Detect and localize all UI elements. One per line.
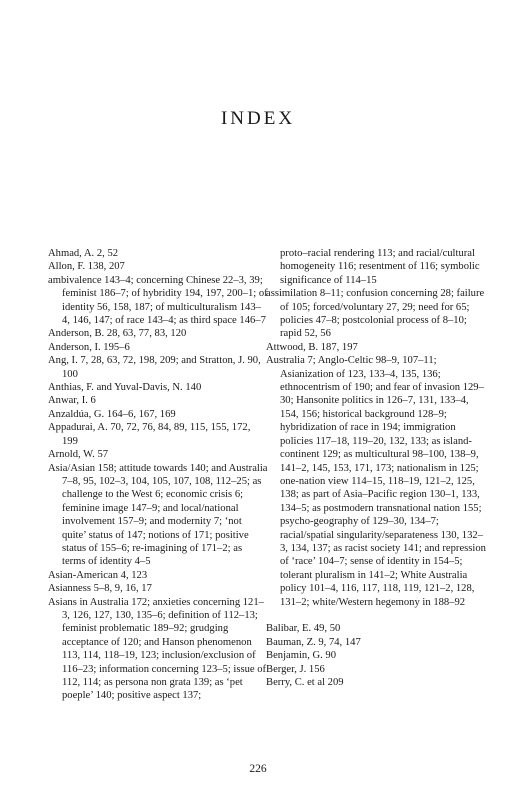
index-column-left bbox=[48, 247, 268, 703]
index-entry: Asia/Asian 158; attitude towards 140; and Australia 7–8, 95, 102–3, 104, 105, 107, 108, 112–25; as challenge to the West 6; economic crisis 6; feminine image 147–9; and local/national involvement 157–9; and modernity 7; ‘not quite’ status of 147; notions of 171; positive status of 155–6; re-imagining of 171–2; as terms of identity 4–5 bbox=[48, 462, 268, 568]
page-number: 226 bbox=[249, 763, 267, 775]
index-entry: Anwar, I. 6 bbox=[48, 395, 96, 407]
index-entry: Anthias, F. and Yuval-Davis, N. 140 bbox=[48, 382, 202, 394]
index-entry: Anderson, B. 28, 63, 77, 83, 120 bbox=[48, 328, 187, 340]
index-entry: Asianness 5–8, 9, 16, 17 bbox=[48, 583, 152, 595]
index-entry-continuation: proto–racial rendering 113; and racial/cultural homogeneity 116; resentment of 116; symbolic significance of 114–15 bbox=[280, 248, 480, 286]
index-entry: Anderson, I. 195–6 bbox=[48, 341, 130, 353]
index-entry: Arnold, W. 57 bbox=[48, 449, 109, 461]
index-entry: Ang, I. 7, 28, 63, 72, 198, 209; and Stratton, J. 90, 100 bbox=[48, 355, 261, 380]
index-entry: Appadurai, A. 70, 72, 76, 84, 89, 115, 155, 172, 199 bbox=[48, 422, 251, 447]
index-title: INDEX bbox=[220, 108, 296, 129]
index-entry: Allon, F. 138, 207 bbox=[48, 261, 125, 273]
index-entry: assimilation 8–11; confusion concerning 28; failure of 105; forced/voluntary 27, 29; need for 65; policies 47–8; postcolonial process of 8–10; rapid 52, 56 bbox=[266, 288, 485, 340]
index-column-right bbox=[266, 247, 488, 689]
index-entry: Bauman, Z. 9, 74, 147 bbox=[266, 636, 361, 648]
index-entry: Asian-American 4, 123 bbox=[48, 569, 148, 581]
index-entry: Asians in Australia 172; anxieties concerning 121–3, 126, 127, 130, 135–6; definition of 112–13; feminist problematic 189–92; grudging acceptance of 120; and Hanson phenomenon 113, 114, 118–19, 123; inclusion/exclusion of 116–23; information concerning 123–5; issue of 112, 114; as persona non grata 139; as ‘pet poeple’ 140; positive aspect 137; bbox=[48, 596, 267, 702]
index-entry: Ahmad, A. 2, 52 bbox=[48, 248, 119, 259]
index-entry: Australia 7; Anglo-Celtic 98–9, 107–11; Asianization of 123, 133–4, 135, 136; ethnocentrism of 190; and fear of invasion 129–30; Hansonite politics in 126–7, 131, 133–4, 154, 156; historical background 128–9; hybridization of race in 194; immigration policies 117–18, 119–20, 132, 133; as island-continent 129; as multicultural 98–100, 138–9, 141–2, 145, 153, 171, 173; nationalism in 125; one-nation view 114–15, 118–19, 121–2, 125, 138; as part of Asia–Pacific region 130–1, 133, 134–5; as postmodern transnational nation 155; psycho-geography of 129–30, 134–7; racial/spatial singularity/separateness 130, 132–3, 134, 137; as racist society 141; and repression of ‘race’ 104–7; sense of identity in 154–5; tolerant pluralism in 141–2; White Australia policy 101–4, 116, 117, 118, 119, 121–2, 128, 131–2; white/Western hegemony in 188–92 bbox=[266, 355, 486, 608]
index-entry: Berger, J. 156 bbox=[266, 663, 325, 675]
index-entry: Balibar, E. 49, 50 bbox=[266, 623, 341, 635]
index-entry: Anzaldúa, G. 164–6, 167, 169 bbox=[48, 408, 176, 420]
index-entry: ambivalence 143–4; concerning Chinese 22–3, 39; feminist 186–7; of hybridity 194, 197, 200–1; of identity 56, 158, 187; of multiculturalism 143–4, 146, 147; of race 143–4; as third space 146–7 bbox=[48, 274, 268, 327]
index-entry: Benjamin, G. 90 bbox=[266, 650, 337, 662]
index-entry: Attwood, B. 187, 197 bbox=[266, 341, 358, 353]
index-entry: Berry, C. et al 209 bbox=[266, 676, 344, 688]
